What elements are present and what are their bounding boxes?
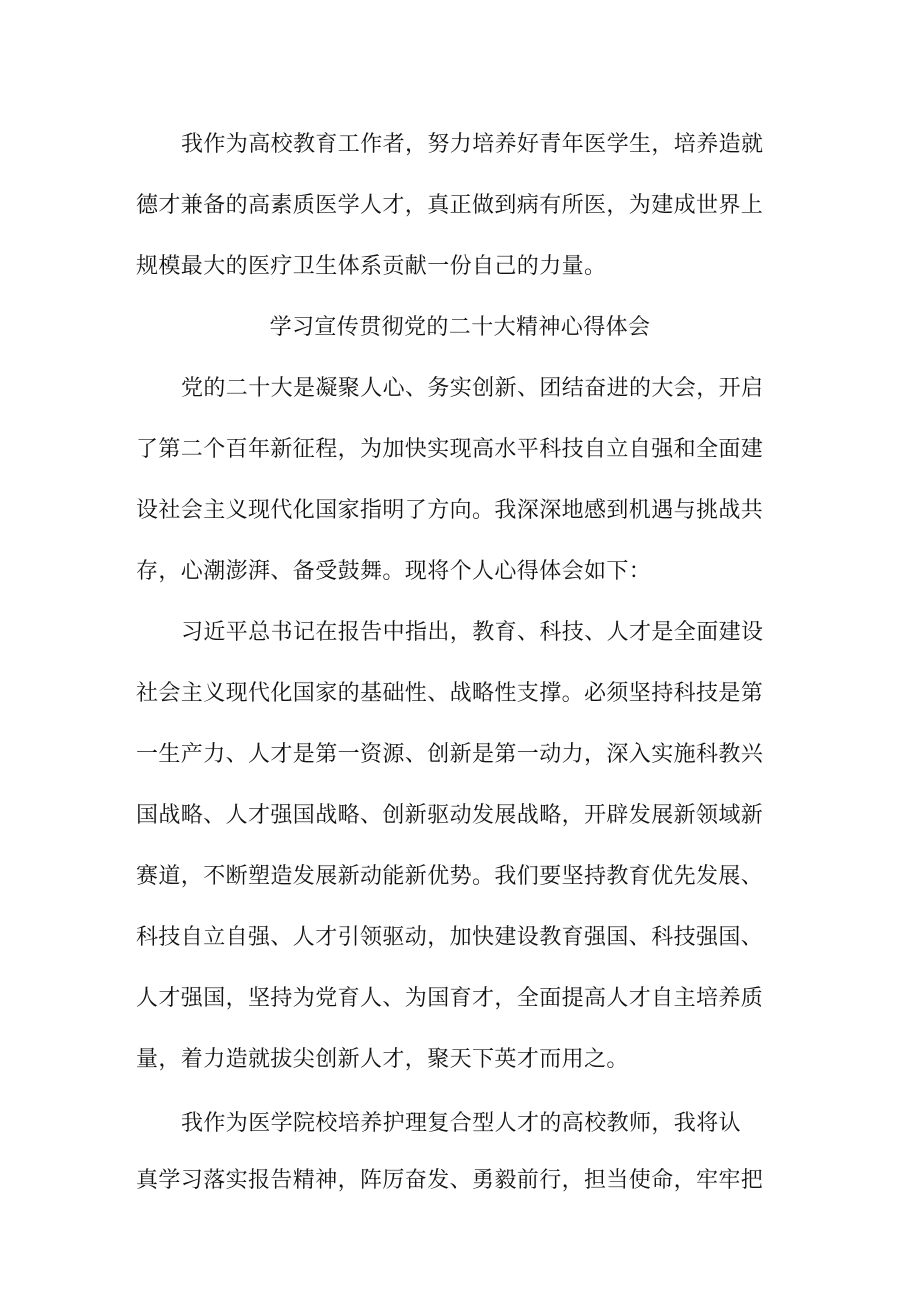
paragraph-3-line-4: 国战略、人才强国战略、创新驱动发展战略，开辟发展新领域新 — [136, 803, 764, 828]
paragraph-3-line-6: 科技自立自强、人才引领驱动，加快建设教育强国、科技强国、 — [136, 925, 764, 950]
paragraph-4-line-1: 我作为医学院校培养护理复合型人才的高校教师，我将认 — [181, 1111, 742, 1136]
paragraph-2-line-3: 设社会主义现代化国家指明了方向。我深深地感到机遇与挑战共 — [136, 498, 764, 523]
paragraph-3-line-1: 习近平总书记在报告中指出，教育、科技、人才是全面建设 — [181, 620, 764, 645]
paragraph-4-line-2: 真学习落实报告精神，阵厉奋发、勇毅前行，担当使命，牢牢把 — [136, 1168, 764, 1193]
paragraph-3-line-5: 赛道，不断塑造发展新动能新优势。我们要坚持教育优先发展、 — [136, 864, 764, 889]
paragraph-2-line-2: 了第二个百年新征程，为加快实现高水平科技自立自强和全面建 — [136, 437, 764, 462]
paragraph-1-line-1: 我作为高校教育工作者，努力培养好青年医学生，培养造就 — [181, 132, 764, 157]
paragraph-3-line-7: 人才强国，坚持为党育人、为国育才，全面提高人才自主培养质 — [136, 986, 764, 1011]
paragraph-3-line-8: 量，着力造就拔尖创新人才，聚天下英才而用之。 — [136, 1047, 629, 1072]
document-title: 学习宣传贯彻党的二十大精神心得体会 — [269, 315, 651, 340]
paragraph-1-line-3: 规模最大的医疗卫生体系贡献一份自己的力量。 — [136, 254, 607, 279]
paragraph-3-line-2: 社会主义现代化国家的基础性、战略性支撑。必须坚持科技是第 — [136, 681, 764, 706]
paragraph-2-line-1: 党的二十大是凝聚人心、务实创新、团结奋进的大会，开启 — [181, 376, 764, 401]
paragraph-1-line-2: 德才兼备的高素质医学人才，真正做到病有所医，为建成世界上 — [136, 193, 764, 218]
paragraph-2-line-4: 存，心潮澎湃、备受鼓舞。现将个人心得体会如下： — [136, 559, 652, 584]
paragraph-3-line-3: 一生产力、人才是第一资源、创新是第一动力，深入实施科教兴 — [136, 742, 764, 767]
